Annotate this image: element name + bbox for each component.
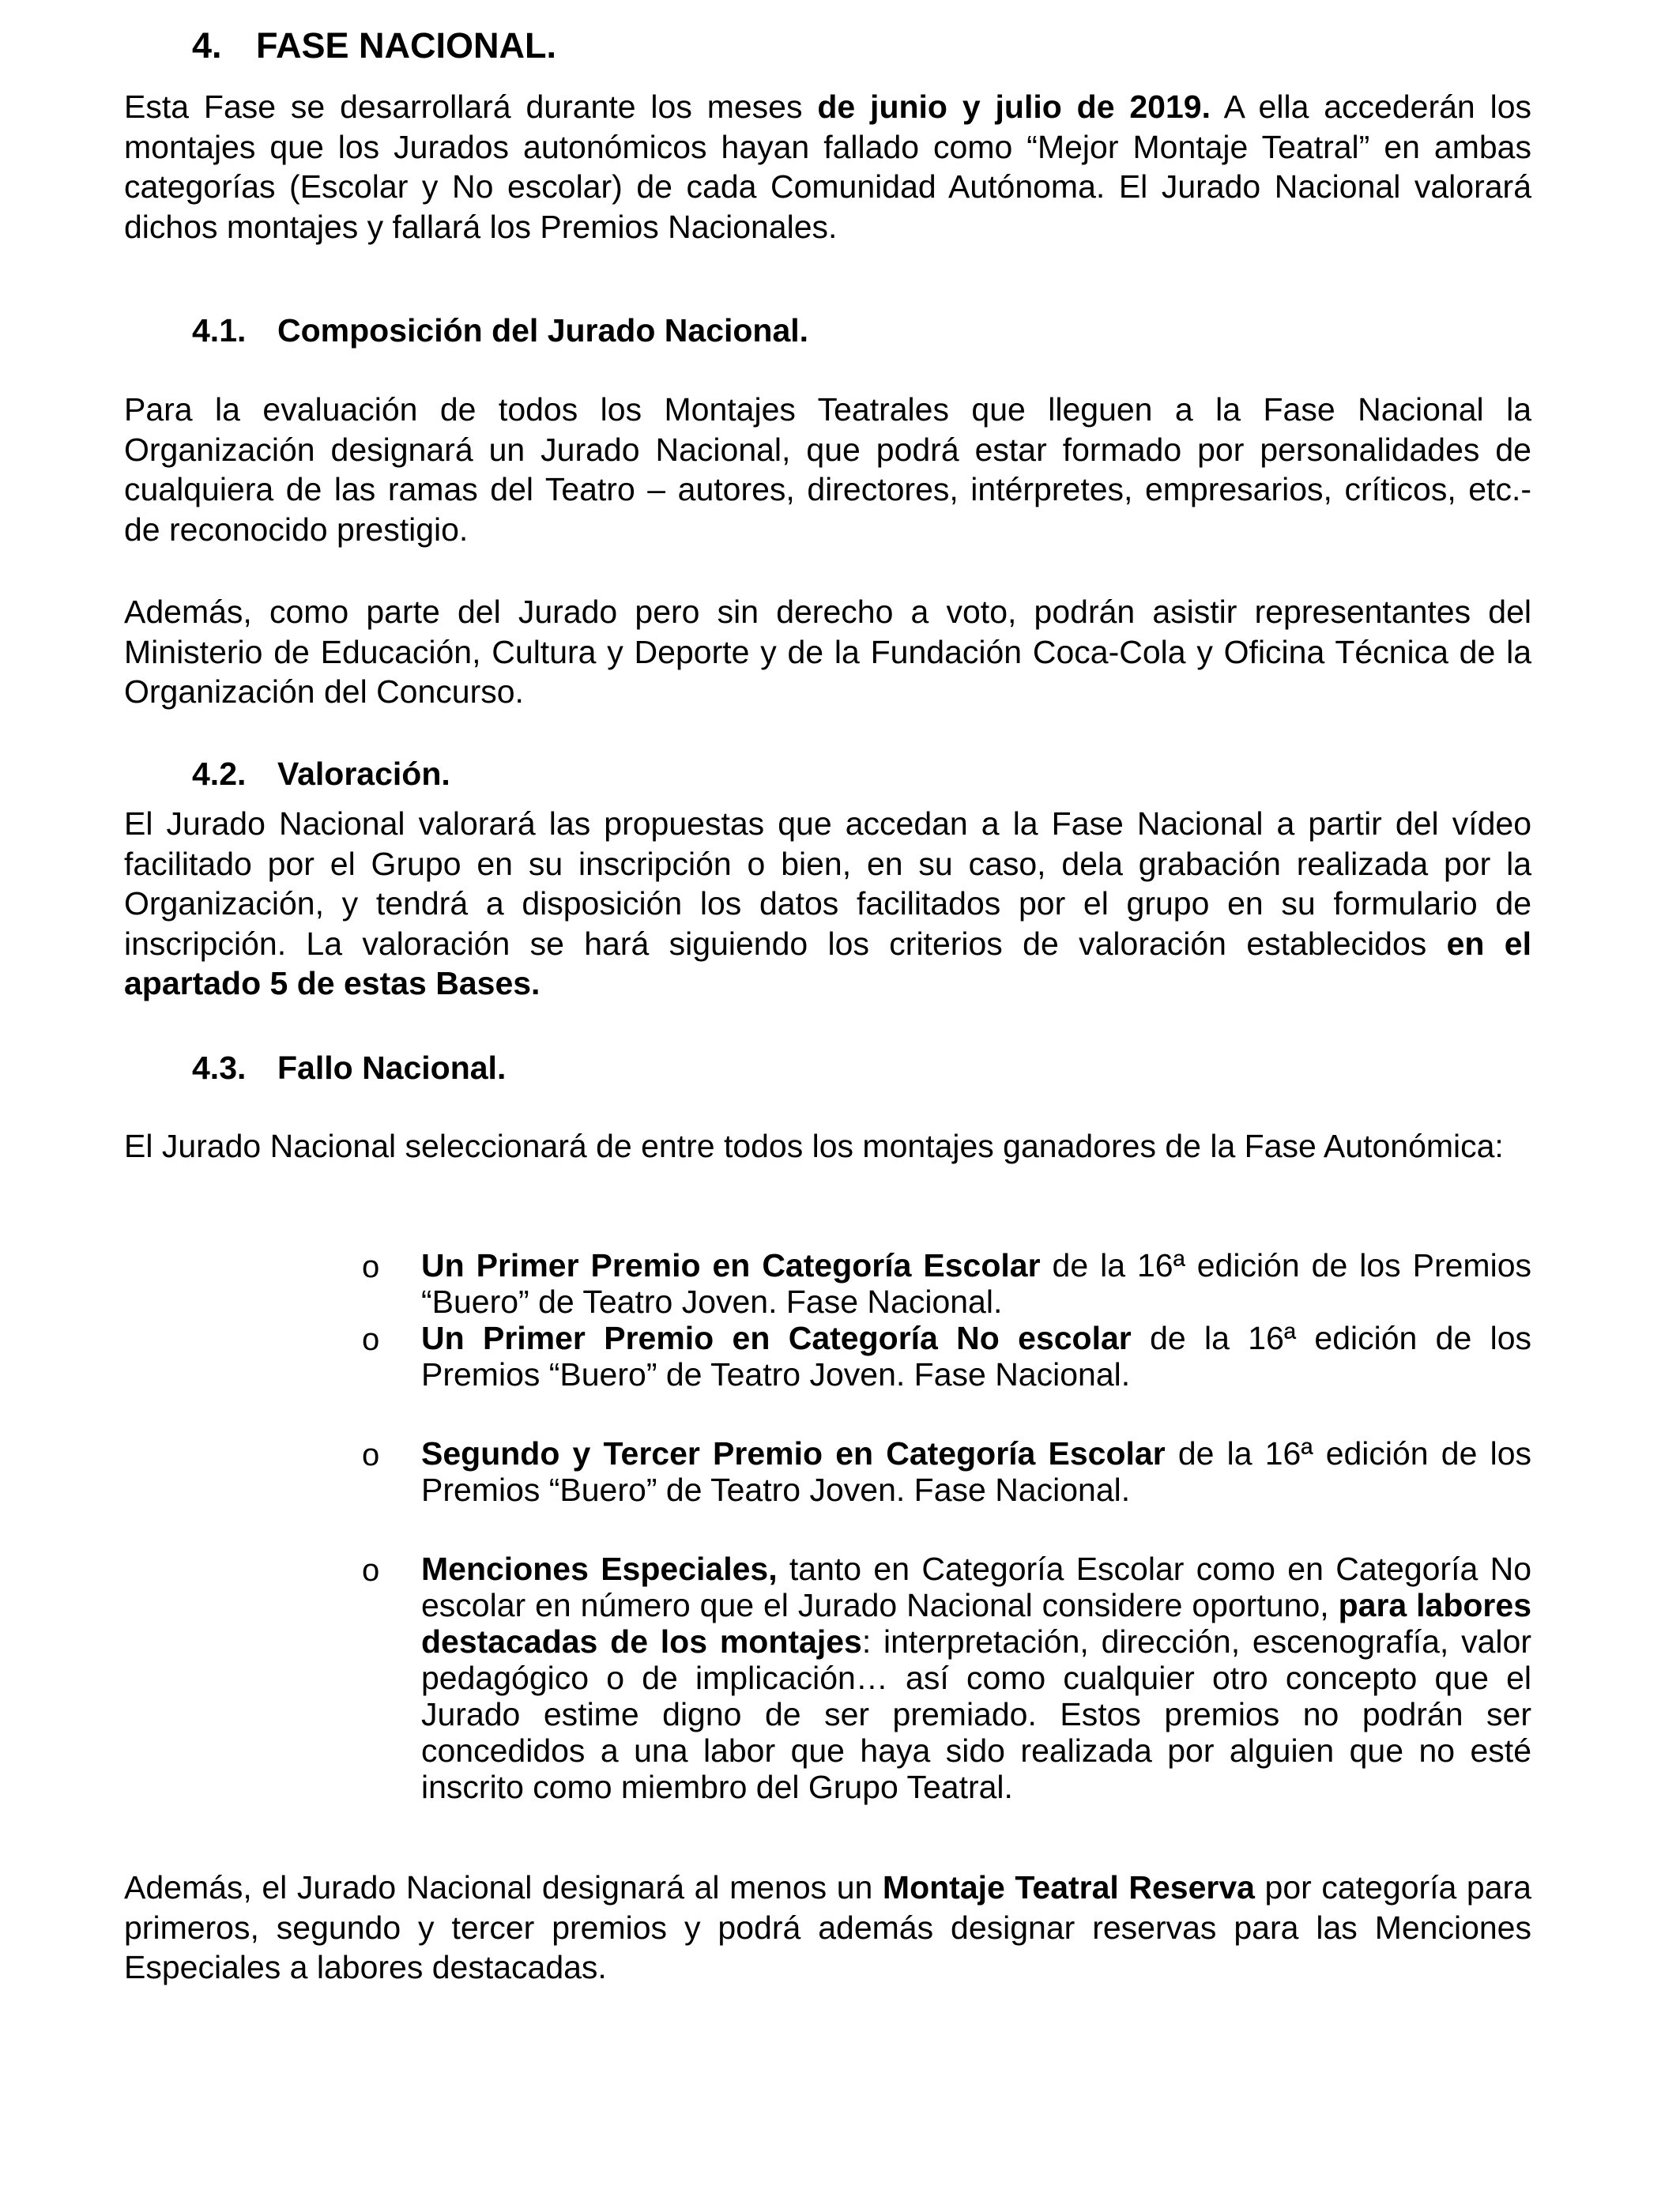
section-heading-4 xyxy=(192,26,556,66)
section-title: Fallo Nacional. xyxy=(277,1050,507,1086)
intro-text-start: Esta Fase se desarrollará durante los meses xyxy=(124,89,818,125)
section-number: 4.1. xyxy=(192,312,247,349)
list-item xyxy=(362,1435,1531,1508)
awards-list xyxy=(362,1247,1531,1805)
reserve-emphasis: Montaje Teatral Reserva xyxy=(882,1869,1255,1906)
assessment-reference: en el apartado 5 de estas Bases. xyxy=(124,925,1531,1001)
award-name: Menciones Especiales, xyxy=(421,1551,778,1587)
section-heading-4-3 xyxy=(192,1048,506,1088)
assessment-paragraph xyxy=(124,804,1531,1004)
bullet-circle-icon: o xyxy=(362,1322,380,1357)
section-heading-4-2 xyxy=(192,754,450,794)
section-number: 4.3. xyxy=(192,1050,247,1086)
bullet-circle-icon: o xyxy=(362,1250,380,1284)
list-item xyxy=(362,1551,1531,1805)
list-spacer xyxy=(362,1393,1531,1435)
list-item xyxy=(362,1320,1531,1393)
list-spacer xyxy=(362,1508,1531,1551)
reserve-text-start: Además, el Jurado Nacional designará al menos un xyxy=(124,1869,883,1906)
bullet-circle-icon: o xyxy=(362,1553,380,1588)
award-emphasis: para labores destacadas de los montajes xyxy=(421,1587,1531,1660)
jury-observers-paragraph: Además, como parte del Jurado pero sin derecho a voto, podrán asistir representantes del Ministerio de Educación, Cultura y Deporte y de la Fundación Coca-Cola y Oficina Técnica de la Organización del Concurso. xyxy=(124,594,1531,710)
list-item xyxy=(362,1247,1531,1320)
section-number: 4. xyxy=(192,25,222,66)
ruling-intro-paragraph: El Jurado Nacional seleccionará de entre todos los montajes ganadores de la Fase Autonómica: xyxy=(124,1128,1504,1164)
assessment-text: El Jurado Nacional valorará las propuestas que accedan a la Fase Nacional a partir del vídeo facilitado por el Grupo en su inscripción o bien, en su caso, dela grabación realizada por la Organización, y tendrá a disposición los datos facilitados por el grupo en su formulario de inscripción. La valoración se hará siguiendo los criterios de valoración establecidos xyxy=(124,805,1531,962)
bullet-circle-icon: o xyxy=(362,1438,380,1472)
award-name: Un Primer Premio en Categoría No escolar xyxy=(421,1320,1132,1356)
award-detail: tanto en Categoría Escolar como en Categoría No escolar en número que el Jurado Nacional considere oportuno, xyxy=(421,1551,1532,1623)
reserve-paragraph xyxy=(124,1868,1531,1988)
award-detail-end: : interpretación, dirección, escenografía, valor pedagógico o de implicación… así como cualquier otro concepto que el Jurado estime digno de ser premiado. Estos premios no podrán ser concedidos a una labor que haya sido realizada por alguien que no esté inscrito como miembro del Grupo Teatral. xyxy=(421,1623,1531,1805)
award-detail: de la 16ª edición de los Premios “Buero” de Teatro Joven. Fase Nacional. xyxy=(421,1247,1531,1320)
section-number: 4.2. xyxy=(192,756,247,792)
award-text xyxy=(421,1247,1531,1320)
award-text xyxy=(421,1551,1531,1805)
award-name: Segundo y Tercer Premio en Categoría Escolar xyxy=(421,1435,1166,1472)
reserve-text-end: por categoría para primeros, segundo y tercer premios y podrá además designar reservas para las Menciones Especiales a labores destacadas. xyxy=(124,1869,1531,1985)
award-detail: de la 16ª edición de los Premios “Buero” de Teatro Joven. Fase Nacional. xyxy=(421,1320,1531,1393)
award-text xyxy=(421,1320,1531,1393)
section-title: Valoración. xyxy=(277,756,450,792)
award-detail: de la 16ª edición de los Premios “Buero” de Teatro Joven. Fase Nacional. xyxy=(421,1435,1531,1508)
award-name: Un Primer Premio en Categoría Escolar xyxy=(421,1247,1041,1284)
section-heading-4-1 xyxy=(192,311,808,350)
intro-dates: de junio y julio de 2019. xyxy=(817,89,1211,125)
jury-composition-paragraph: Para la evaluación de todos los Montajes Teatrales que lleguen a la Fase Nacional la Organización designará un Jurado Nacional, que podrá estar formado por personalidades de cualquiera de las ramas del Teatro – autores, directores, intérpretes, empresarios, críticos, etc.- de reconocido prestigio. xyxy=(124,391,1531,548)
intro-paragraph xyxy=(124,87,1531,247)
intro-text-end: A ella accederán los montajes que los Jurados autonómicos hayan fallado como “Mejor Montaje Teatral” en ambas categorías (Escolar y No escolar) de cada Comunidad Autónoma. El Jurado Nacional valorará dichos montajes y fallará los Premios Nacionales. xyxy=(124,89,1532,245)
award-text xyxy=(421,1435,1531,1508)
section-title: FASE NACIONAL. xyxy=(256,25,557,66)
section-title: Composición del Jurado Nacional. xyxy=(277,312,809,349)
